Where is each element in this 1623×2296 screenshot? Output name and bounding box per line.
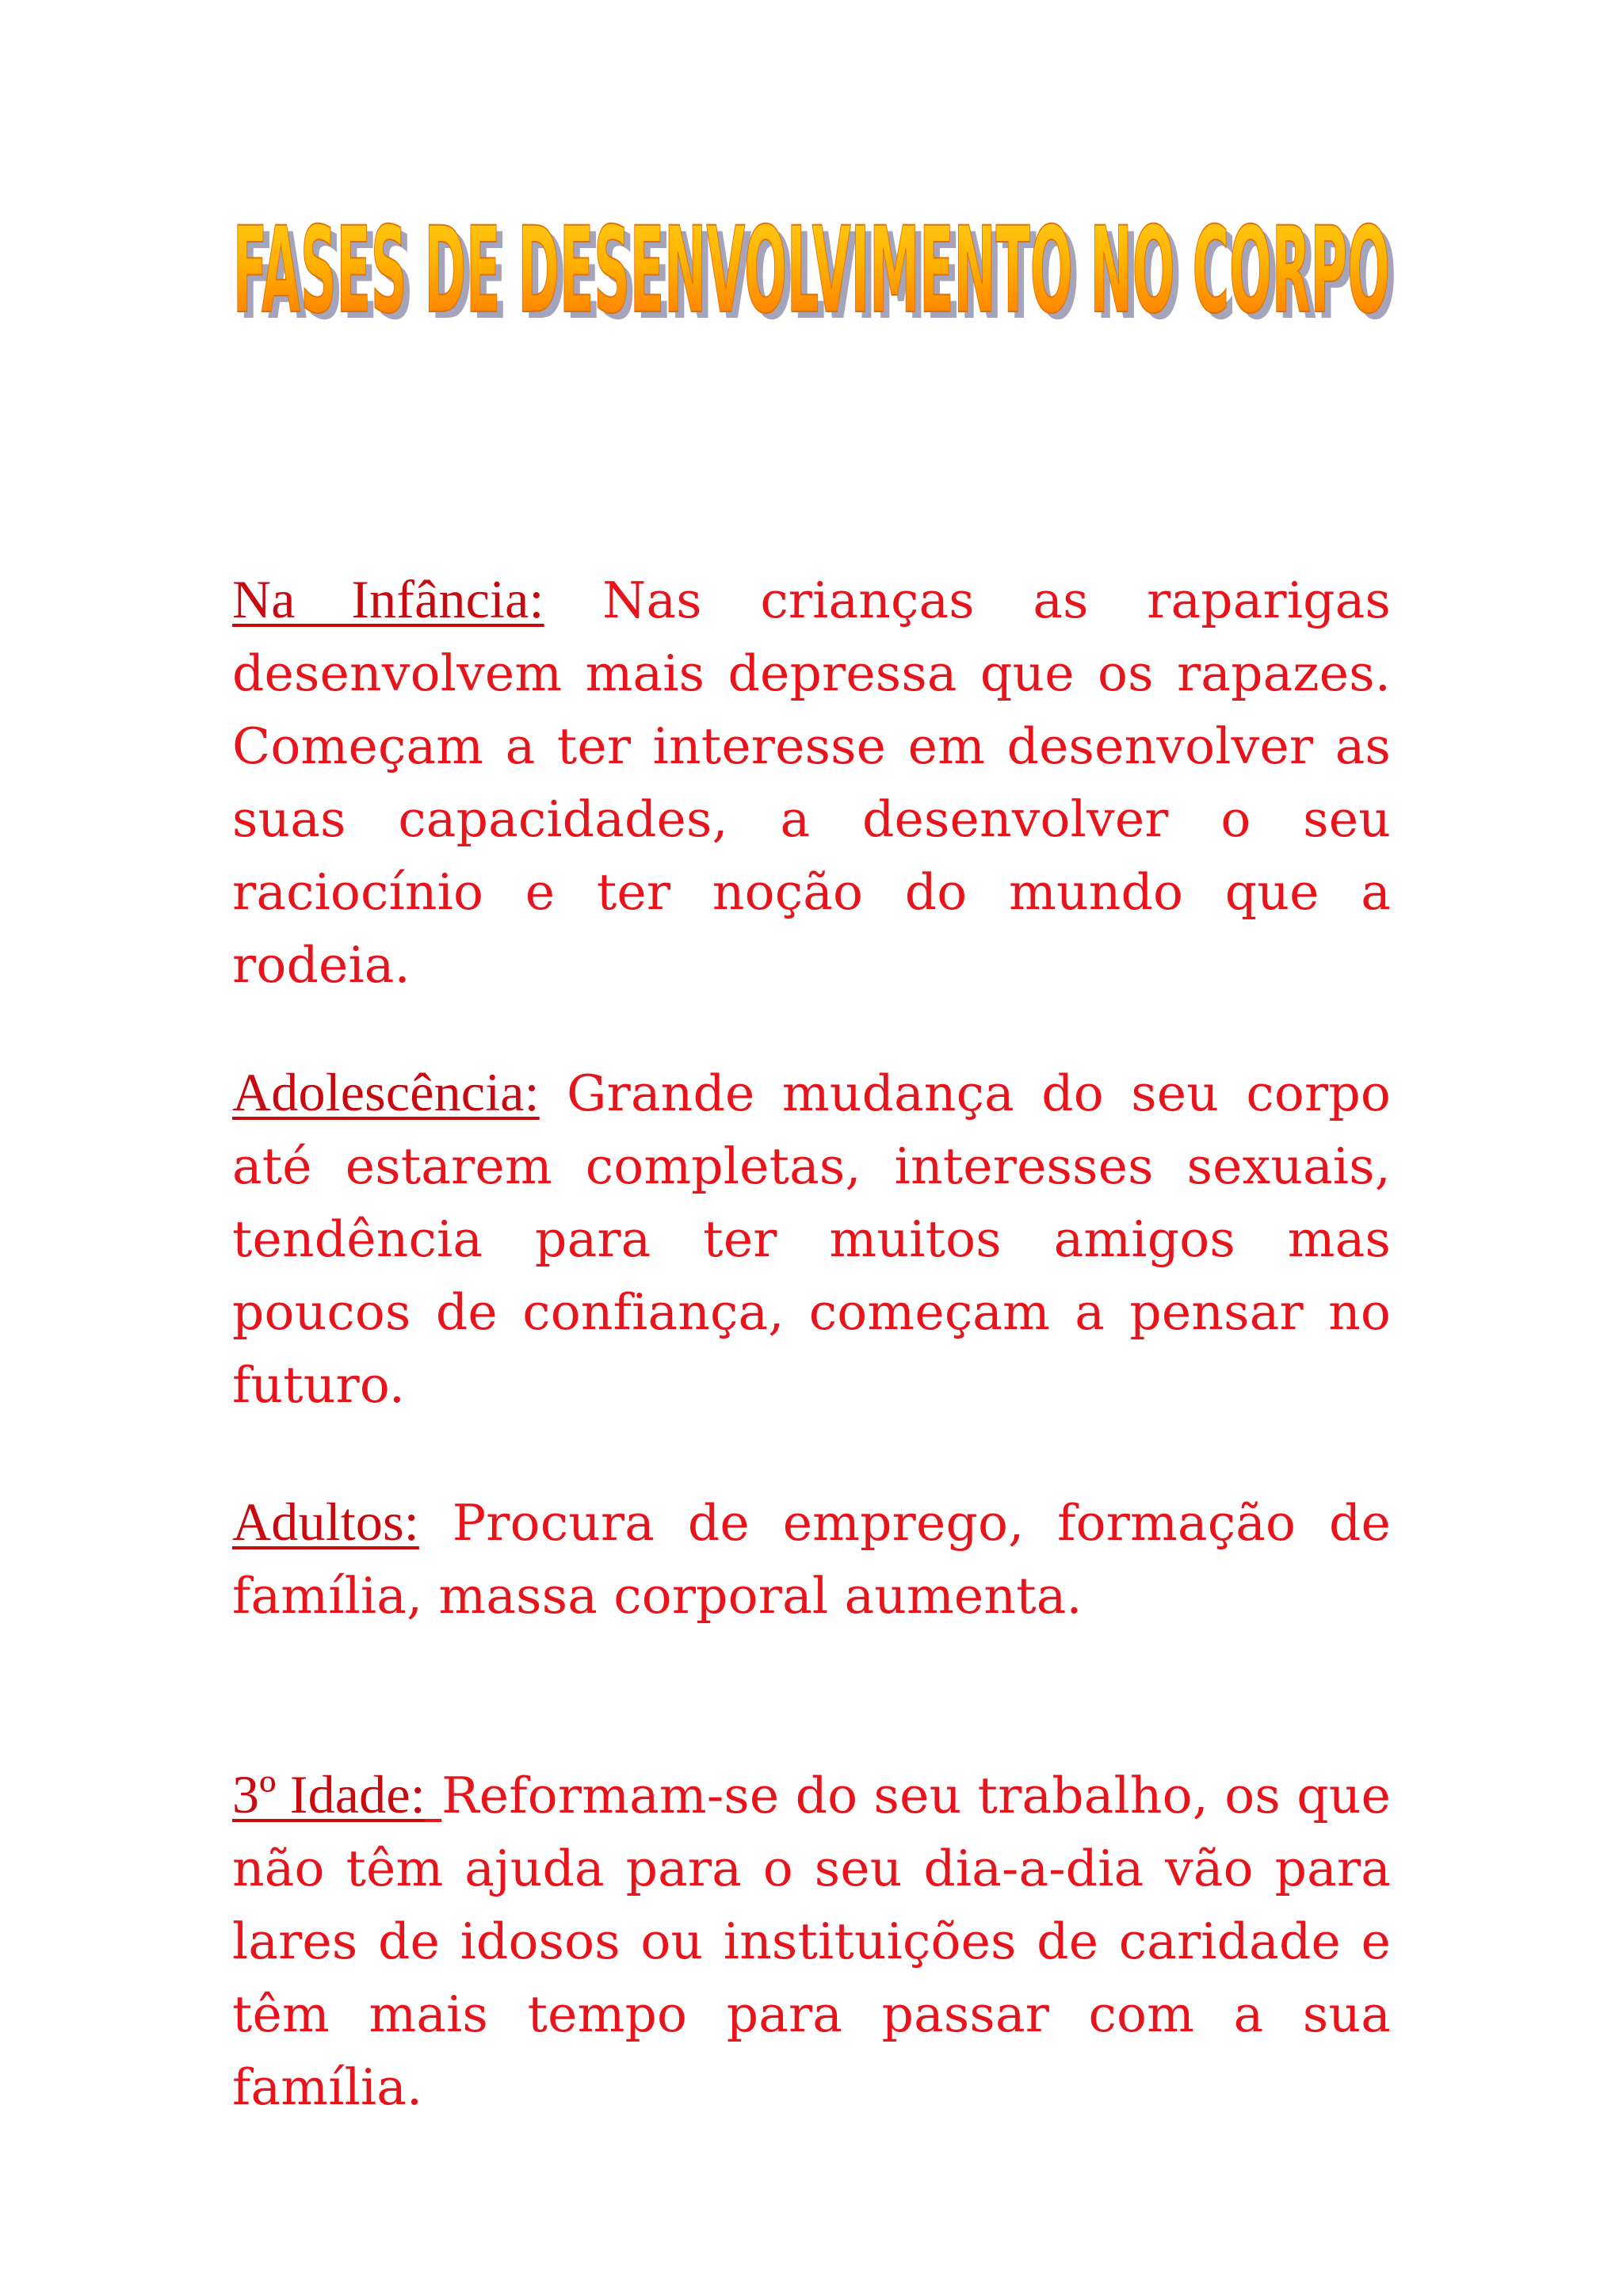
section-text: Reformam-se do seu trabalho, os que não têm ajuda para o seu dia-a-dia vão para lares de idosos ou instituições de caridade e têm mais tempo para passar com a sua família. (232, 1767, 1391, 2116)
section-text: Procura de emprego, formação de família, massa corporal aumenta. (232, 1494, 1392, 1625)
section-label: 3º Idade: (232, 1764, 426, 1824)
section-text: Grande mudança do seu corpo até estarem completas, interesses sexuais, tendência para ter muitos amigos mas poucos de confiança, começam a pensar no futuro. (232, 1064, 1391, 1414)
section-label: Adultos: (232, 1492, 419, 1552)
section-adultos (232, 1485, 1391, 1633)
title-banner (0, 186, 1623, 345)
section-label: Adolescência: (232, 1062, 540, 1122)
section-infancia (232, 563, 1391, 1002)
section-adolescencia (232, 1056, 1391, 1422)
section-label: Na Infância: (232, 569, 544, 629)
title-shadow: FASES DE DESENVOLVIMENTO NO CORPO (239, 208, 1396, 345)
title-wordart (0, 186, 1623, 345)
section-terceira-idade (232, 1758, 1391, 2124)
page-title: FASES DE DESENVOLVIMENTO NO CORPO (233, 202, 1390, 340)
section-text: Nas crianças as raparigas desenvolvem mais depressa que os rapazes. Começam a ter interesse em desenvolver as suas capacidades, a desenvolver o seu raciocínio e ter noção do mundo que a rodeia. (232, 571, 1391, 994)
